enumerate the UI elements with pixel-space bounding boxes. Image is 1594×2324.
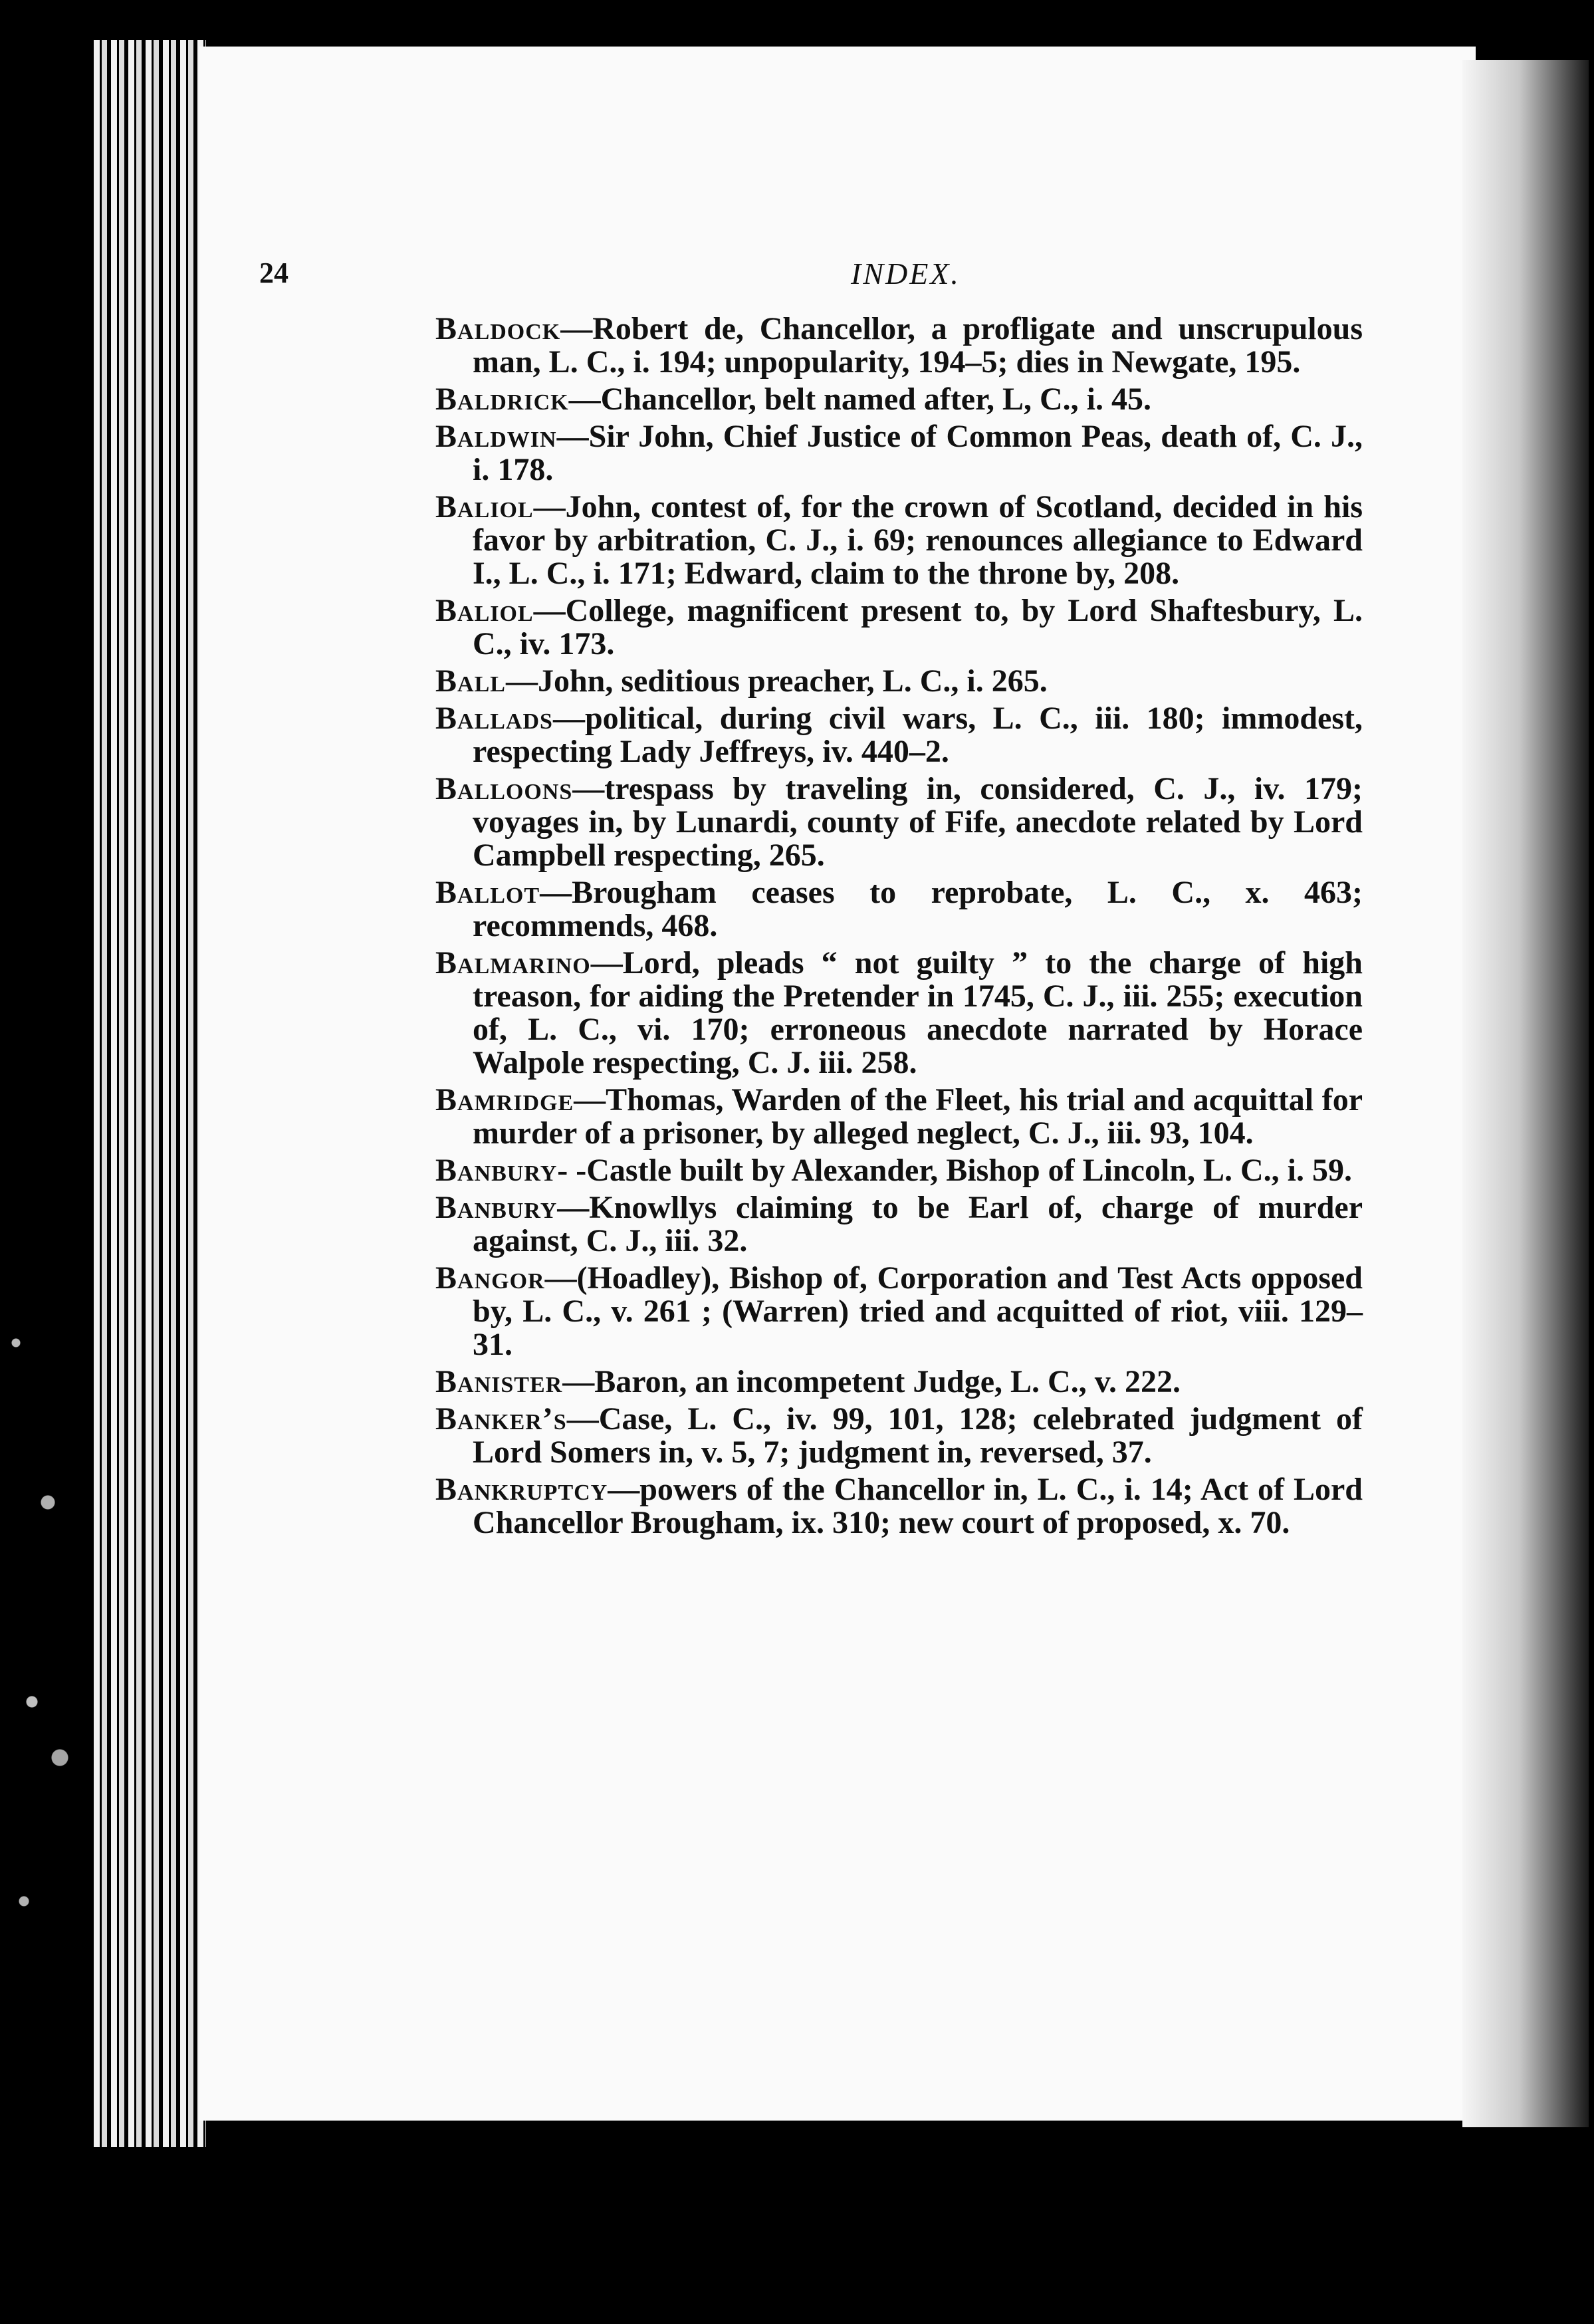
- running-head: INDEX.: [851, 257, 961, 290]
- entry-head: Baldrick: [435, 382, 569, 417]
- entry-head: Balmarino: [435, 945, 591, 981]
- entry-text: —Chancellor, belt named after, L, C., i. 45.: [568, 382, 1152, 417]
- index-entry: [435, 1154, 1363, 1187]
- page-gutter-shadow: [1462, 60, 1589, 2127]
- entry-text: - -Castle built by Alexander, Bishop of Lincoln, L. C., i. 59.: [557, 1153, 1353, 1188]
- index-entries: [435, 312, 1363, 1544]
- page-header: [259, 256, 1376, 302]
- entry-head: Ballads: [435, 701, 553, 736]
- entry-head: Bangor: [435, 1260, 545, 1296]
- index-entry: [435, 1262, 1363, 1361]
- entry-text: —Robert de, Chancellor, a profligate and unscrupulous man, L. C., i. 194; unpopularity, 194–5; dies in Newgate, 195.: [473, 311, 1363, 380]
- scan-noise: [0, 1263, 80, 2061]
- entry-head: Ball: [435, 663, 506, 699]
- entry-head: Ballot: [435, 875, 540, 910]
- entry-head: Banbury: [435, 1153, 558, 1188]
- index-entry: [435, 876, 1363, 943]
- entry-text: —Lord, pleads “ not guilty ” to the charge of high treason, for aiding the Pretender in 1745, C. J., iii. 255; execution of, L. C., vi. 170; erroneous anecdote narrated by Horace Walpole respecting, C. J. iii. 258.: [473, 945, 1363, 1080]
- entry-text: —powers of the Chancellor in, L. C., i. 14; Act of Lord Chancellor Brougham, ix. 310; new court of proposed, x. 70.: [473, 1472, 1363, 1540]
- book-page-edges: [90, 40, 206, 2147]
- index-entry: [435, 383, 1363, 416]
- index-entry: [435, 1403, 1363, 1469]
- index-entry: [435, 702, 1363, 768]
- entry-head: Baldock: [435, 311, 561, 346]
- entry-head: Baldwin: [435, 419, 557, 454]
- entry-head: Balloons: [435, 771, 573, 806]
- index-entry: [435, 1365, 1363, 1399]
- entry-head: Baliol: [435, 593, 534, 628]
- index-entry: [435, 665, 1363, 698]
- entry-head: Bamridge: [435, 1082, 574, 1117]
- index-entry: [435, 1191, 1363, 1258]
- entry-head: Bankruptcy: [435, 1472, 608, 1507]
- entry-text: —Knowllys claiming to be Earl of, charge of murder against, C. J., iii. 32.: [473, 1190, 1363, 1258]
- index-entry: [435, 1473, 1363, 1540]
- entry-text: —Baron, an incompetent Judge, L. C., v. 222.: [562, 1364, 1181, 1399]
- entry-text: —(Hoadley), Bishop of, Corporation and Test Acts opposed by, L. C., v. 261 ; (Warren) tried and acquitted of riot, viii. 129–31.: [473, 1260, 1363, 1362]
- entry-head: Baliol: [435, 489, 534, 524]
- entry-text: —John, contest of, for the crown of Scotland, decided in his favor by arbitration, C. J., i. 69; renounces allegiance to Edward I., L. C., i. 171; Edward, claim to the throne by, 208.: [473, 489, 1363, 591]
- index-entry: [435, 594, 1363, 661]
- page-number: 24: [259, 257, 288, 289]
- entry-text: —Brougham ceases to reprobate, L. C., x. 463; recommends, 468.: [473, 875, 1363, 943]
- entry-text: —College, magnificent present to, by Lord Shaftesbury, L. C., iv. 173.: [473, 593, 1363, 661]
- index-entry: [435, 772, 1363, 872]
- index-entry: [435, 947, 1363, 1080]
- entry-head: Banbury: [435, 1190, 558, 1225]
- entry-text: —Sir John, Chief Justice of Common Peas, death of, C. J., i. 178.: [473, 419, 1363, 487]
- entry-text: —trespass by traveling in, considered, C. J., iv. 179; voyages in, by Lunardi, county of Fife, anecdote related by Lord Campbell respecting, 265.: [473, 771, 1363, 873]
- entry-text: —John, seditious preacher, L. C., i. 265.: [505, 663, 1048, 699]
- entry-head: Banker’s: [435, 1401, 567, 1437]
- index-entry: [435, 312, 1363, 379]
- index-entry: [435, 491, 1363, 590]
- entry-text: —Thomas, Warden of the Fleet, his trial and acquittal for murder of a prisoner, by alleged neglect, C. J., iii. 93, 104.: [473, 1082, 1363, 1151]
- index-entry: [435, 420, 1363, 487]
- entry-head: Banister: [435, 1364, 563, 1399]
- index-entry: [435, 1084, 1363, 1150]
- entry-text: —Case, L. C., iv. 99, 101, 128; celebrated judgment of Lord Somers in, v. 5, 7; judgment in, reversed, 37.: [473, 1401, 1363, 1470]
- entry-text: —political, during civil wars, L. C., iii. 180; immodest, respecting Lady Jeffreys, iv. 440–2.: [473, 701, 1363, 769]
